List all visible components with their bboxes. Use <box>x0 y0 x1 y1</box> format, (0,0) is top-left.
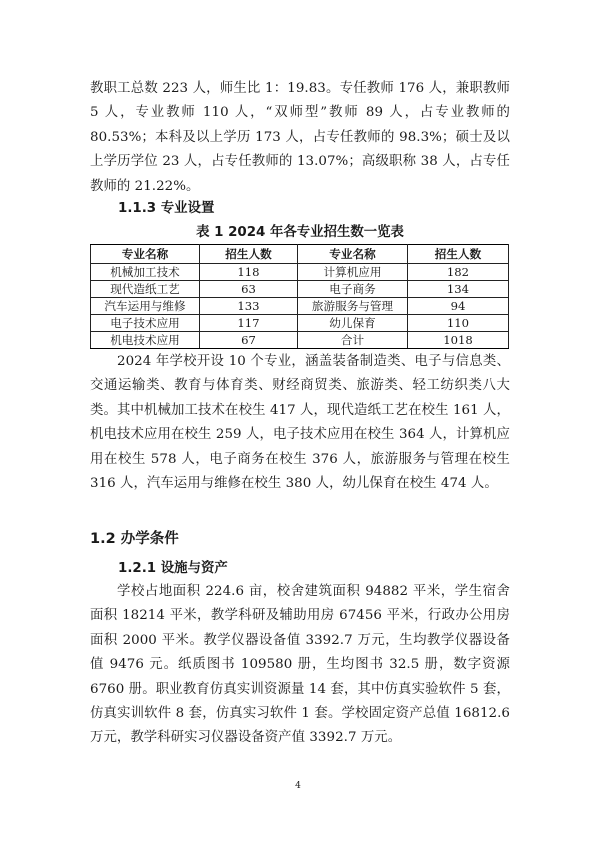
section-heading-1-1-3: 1.1.3 专业设置 <box>118 201 215 216</box>
table-caption: 表 1 2024 年各专业招生数一览表 <box>196 225 404 240</box>
table-cell: 计算机应用 <box>298 264 408 281</box>
table-row <box>91 298 509 315</box>
table-cell: 机械加工技术 <box>91 264 200 281</box>
table-cell: 旅游服务与管理 <box>298 298 408 315</box>
enrollment-table <box>90 244 509 349</box>
table-cell: 机电技术应用 <box>91 332 200 349</box>
table-cell: 合计 <box>298 332 408 349</box>
table-cell: 134 <box>408 281 509 298</box>
table-row <box>91 315 509 332</box>
page-number: 4 <box>295 781 301 791</box>
table-cell: 幼儿保育 <box>298 315 408 332</box>
table-cell: 110 <box>408 315 509 332</box>
section-heading-1-2-1: 1.2.1 设施与资产 <box>118 561 228 576</box>
table-header-cell: 招生人数 <box>408 245 509 264</box>
table-cell: 67 <box>200 332 298 349</box>
table-cell: 汽车运用与维修 <box>91 298 200 315</box>
assets-paragraph: 学校占地面积 224.6 亩，校舍建筑面积 94882 平米，学生宿舍面积 18214 平米，教学科研及辅助用房 67456 平米，行政办公用房面积 2000 平米。教学仪器设备值 3392.7 万元，生均教学仪器设备值 9476 元。纸质图书 109580 册，生均图书 32.5 册，数字资源 6760 册。职业教育仿真实训资源量 14 套，其中仿真实验软件 5 套，仿真实训软件 8 套，仿真实习软件 1 套。学校固定资产总值 16812.6 万元，教学科研实习仪器设备资产值 3392.7 万元。 <box>90 584 510 746</box>
table-cell: 117 <box>200 315 298 332</box>
table-cell: 现代造纸工艺 <box>91 281 200 298</box>
staff-paragraph: 教职工总数 223 人，师生比 1：19.83。专任教师 176 人，兼职教师 5 人，专业教师 110 人，“双师型”教师 89 人，占专业教师的 80.53%；本科及以上学历 173 人，占专任教师的 98.3%；硕士及以上学历学位 23 人，占专任教师的 13.07%；高级职称 38 人，占专任教师的 21.22%。 <box>90 81 510 194</box>
table-cell: 63 <box>200 281 298 298</box>
table-cell: 电子技术应用 <box>91 315 200 332</box>
table-row <box>91 264 509 281</box>
table-cell: 94 <box>408 298 509 315</box>
table-cell: 电子商务 <box>298 281 408 298</box>
table-cell: 1018 <box>408 332 509 349</box>
table-cell: 182 <box>408 264 509 281</box>
table-cell: 118 <box>200 264 298 281</box>
table-row <box>91 281 509 298</box>
majors-paragraph: 2024 年学校开设 10 个专业，涵盖装备制造类、电子与信息类、交通运输类、教育与体育类、财经商贸类、旅游类、轻工纺织类八大类。其中机械加工技术在校生 417 人，现代造纸工艺在校生 161 人，机电技术应用在校生 259 人，电子技术应用在校生 364 人，计算机应用在校生 578 人，电子商务在校生 376 人，旅游服务与管理在校生 316 人，汽车运用与维修在校生 380 人，幼儿保育在校生 474 人。 <box>90 354 510 492</box>
table-header-row <box>91 245 509 264</box>
table-cell: 133 <box>200 298 298 315</box>
table-row <box>91 332 509 349</box>
table-header-cell: 专业名称 <box>91 245 200 264</box>
table-header-cell: 招生人数 <box>200 245 298 264</box>
table-header-cell: 专业名称 <box>298 245 408 264</box>
section-heading-1-2: 1.2 办学条件 <box>90 531 179 547</box>
